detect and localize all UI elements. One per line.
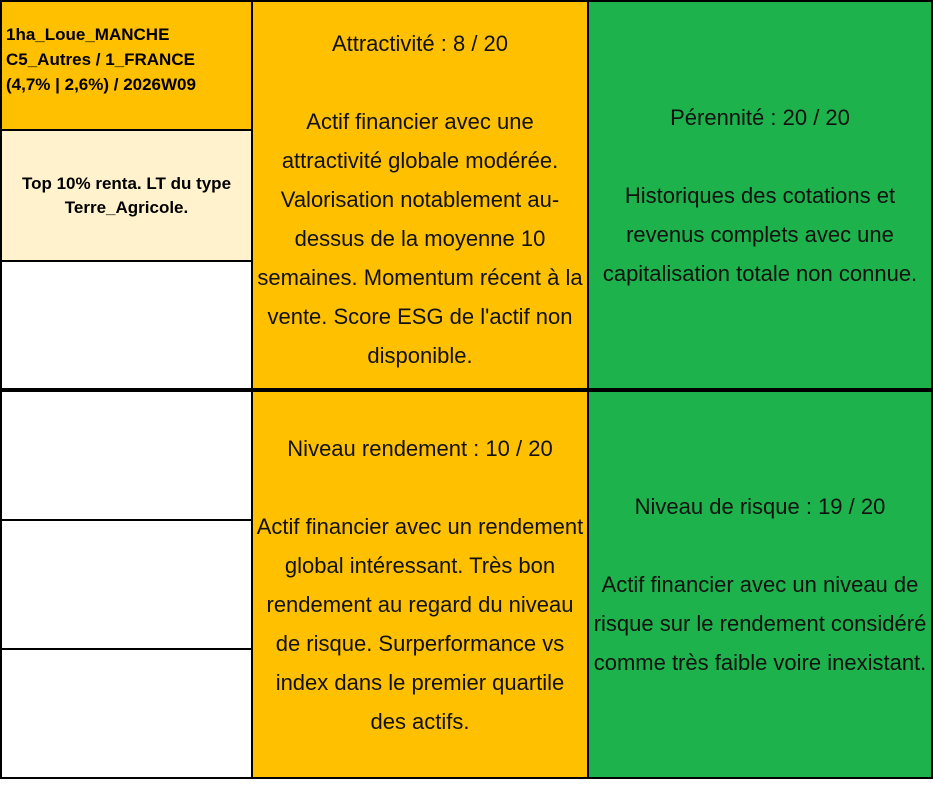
risque-title: Niveau de risque : 19 / 20 bbox=[634, 494, 886, 519]
attractivite-title: Attractivité : 8 / 20 bbox=[331, 31, 509, 56]
rendement-cell bbox=[251, 390, 589, 779]
risque-cell bbox=[587, 390, 933, 779]
empty-cell-4 bbox=[0, 648, 253, 779]
rendement-title: Niveau rendement : 10 / 20 bbox=[287, 435, 553, 461]
attractivite-cell bbox=[251, 0, 589, 390]
empty-cell-3 bbox=[0, 519, 253, 650]
asset-category: C5_Autres / 1_FRANCE bbox=[6, 50, 195, 69]
asset-yields-week: (4,7% | 2,6%) / 2026W09 bbox=[6, 75, 196, 94]
perennite-description: Historiques des cotations et revenus complets avec une capitalisation totale non connue. bbox=[602, 182, 918, 286]
rendement-description: Actif financier avec un rendement global intéressant. Très bon rendement au regard du niveau de risque. Surperformance vs index dans le premier quartile des actifs. bbox=[256, 513, 584, 734]
perennite-cell bbox=[587, 0, 933, 390]
attractivite-description: Actif financier avec une attractivité globale modérée. Valorisation notablement au-dessus de la moyenne 10 semaines. Momentum récent à la vente. Score ESG de l'actif non disponible. bbox=[257, 109, 583, 368]
asset-id-cell bbox=[0, 0, 253, 131]
empty-cell-1 bbox=[0, 260, 253, 390]
asset-note-cell bbox=[0, 129, 253, 262]
asset-note: Top 10% renta. LT du type Terre_Agricole. bbox=[21, 173, 232, 217]
empty-cell-2 bbox=[0, 390, 253, 521]
risque-description: Actif financier avec un niveau de risque sur le rendement considéré comme très faible voire inexistant. bbox=[593, 572, 927, 675]
asset-name: 1ha_Loue_MANCHE bbox=[6, 25, 170, 44]
perennite-title: Pérennité : 20 / 20 bbox=[670, 104, 850, 130]
